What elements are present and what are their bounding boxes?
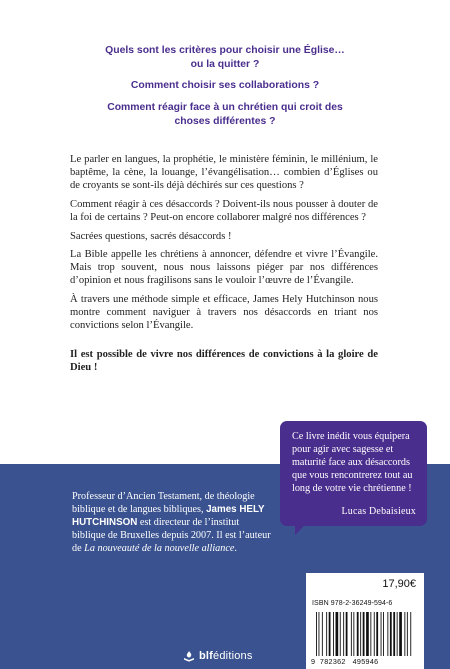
publisher-suffix: éditions <box>213 650 253 662</box>
barcode <box>310 612 420 656</box>
endorsement-text: Ce livre inédit vous équipera pour agir avec sagesse et maturité face aux désaccords que vous rencontrerez tout au long de votre vie chrétienne ! <box>292 431 413 494</box>
endorsement-author: Lucas Debaisieux <box>341 506 416 517</box>
bubble-tail <box>295 524 306 535</box>
blurb <box>70 154 378 381</box>
publisher-logo <box>183 649 253 663</box>
blurb-paragraph-2: Comment réagir à ces désaccords ? Doivent-ils nous pousser à douter de la foi de certains ? Peut-on encore collaborer malgré nos différences ? <box>70 198 378 223</box>
blurb-paragraph-4: La Bible appelle les chrétiens à annoncer, défendre et vivre l’Évangile. Mais trop souvent, nous nous laissons piéger par nos différences d’opinion et nous fragilisons sans le vouloir l’œuvre de l’Évangile. <box>70 249 378 287</box>
author-bio-intro: Professeur d’Ancien Testament, de théologie biblique et de langues bibliques, <box>72 491 255 515</box>
book-flame-icon <box>183 650 195 662</box>
questions-block <box>100 44 350 136</box>
price-barcode-box <box>306 573 424 669</box>
endorsement-bubble <box>280 421 427 526</box>
author-name: James HELY HUTCHINSON <box>72 504 265 528</box>
author-bio <box>72 490 272 555</box>
publisher-name <box>199 650 253 662</box>
question-2: Comment choisir ses collaborations ? <box>130 80 320 92</box>
blurb-closing: Il est possible de vivre nos différences de convictions à la gloire de Dieu ! <box>70 348 378 373</box>
barcode-digits <box>311 657 419 666</box>
author-book-title: La nouveauté de la nouvelle alliance <box>84 543 235 554</box>
question-1: Quels sont les critères pour choisir une Église… ou la quitter ? <box>105 45 345 71</box>
author-bio-end: . <box>234 543 237 554</box>
barcode-digit-first: 9 <box>311 657 316 666</box>
question-3: Comment réagir face à un chrétien qui croit des choses différentes ? <box>107 101 343 127</box>
blurb-paragraph-1: Le parler en langues, la prophétie, le ministère féminin, le millénium, le baptême, la cène, la louange, l’évangélisation… combien d’Églises ou de croyants se sont-ils déjà déchirés sur ces questions ? <box>70 154 378 191</box>
blurb-paragraph-5: À travers une méthode simple et efficace, James Hely Hutchinson nous montre comment naviguer à travers nos désaccords en triant nos convictions selon l’Évangile. <box>70 294 378 331</box>
barcode-digits-group-1: 782362 <box>319 657 346 666</box>
isbn: ISBN 978-2-36249-594-6 <box>312 600 393 607</box>
publisher-prefix: blf <box>199 650 214 662</box>
price: 17,90€ <box>382 578 416 590</box>
author-bio-middle: est directeur de l’institut biblique de Bruxelles depuis 2007. Il est l’auteur de <box>72 517 271 554</box>
blurb-paragraph-3: Sacrées questions, sacrés désaccords ! <box>70 230 232 242</box>
barcode-digits-group-2: 495946 <box>352 657 379 666</box>
